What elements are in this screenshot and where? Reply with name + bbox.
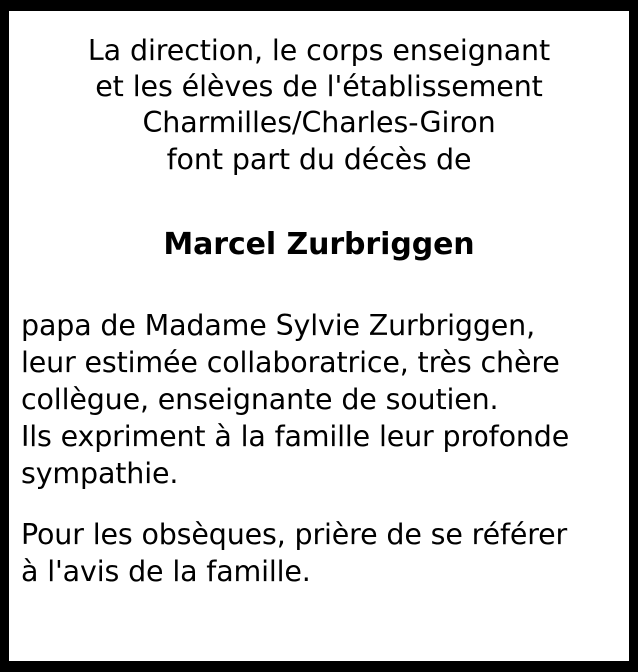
notice-inner	[9, 11, 629, 661]
intro-line-1: La direction, le corps enseignant	[87, 34, 551, 67]
closing-line-1: Pour les obsèques, prière de se référer	[21, 517, 568, 551]
body-line-3: collègue, enseignante de soutien.	[21, 382, 499, 416]
paragraph-spacer	[21, 492, 617, 516]
body-line-5: sympathie.	[21, 456, 179, 490]
notice-body	[21, 307, 617, 492]
body-line-2: leur estimée collaboratrice, très chère	[21, 345, 560, 379]
body-line-4: Ils expriment à la famille leur profonde	[21, 419, 570, 453]
body-line-1: papa de Madame Sylvie Zurbriggen,	[21, 308, 535, 342]
intro-line-3: Charmilles/Charles-Giron	[142, 106, 496, 140]
notice-closing	[21, 516, 617, 590]
deceased-name: Marcel Zurbriggen	[163, 226, 475, 262]
closing-line-2: à l'avis de la famille.	[21, 555, 311, 589]
notice-intro	[21, 33, 617, 178]
intro-line-2: et les élèves de l'établissement	[95, 70, 543, 104]
intro-line-4: font part du décès de	[166, 142, 472, 176]
